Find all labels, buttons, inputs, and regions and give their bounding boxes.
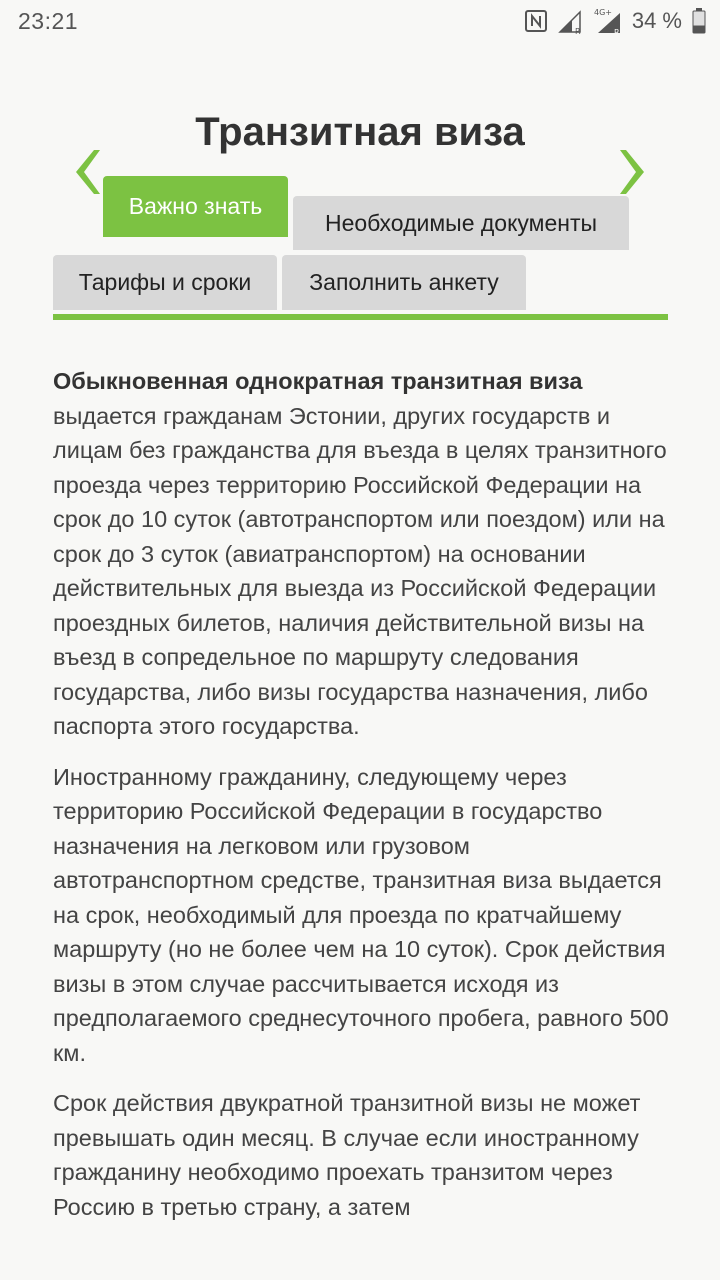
- battery-icon: [692, 8, 706, 34]
- tab-divider: [53, 314, 668, 320]
- chevron-right-icon[interactable]: [618, 148, 652, 196]
- status-time: 23:21: [18, 8, 79, 34]
- svg-text:R: R: [613, 28, 620, 35]
- article-content: [53, 364, 673, 1240]
- signal-4g-r-icon: [594, 7, 624, 35]
- network-label: 4G+: [593, 8, 612, 17]
- paragraph-3: Срок действия двукратной транзитной визы не может превышать один месяц. В случае если иностранному гражданину необходимо проехать транзитом через Россию в третью страну, а затем: [53, 1090, 641, 1220]
- status-bar: [0, 0, 720, 42]
- tab-tariffs-and-terms[interactable]: Тарифы и сроки: [53, 255, 277, 310]
- signal-r-icon: [558, 8, 584, 34]
- paragraph-2: Иностранному гражданину, следующему через территорию Российской Федерации в государство назначения на легковом или грузовом автотранспортном средстве, транзитная виза выдается на срок, необходимый для проезда по кратчайшему маршруту (но не более чем на 10 суток). Срок действия визы в этом случае рассчитывается исходя из предполагаемого среднесуточного пробега, равного 500 км.: [53, 763, 669, 1066]
- tab-fill-form[interactable]: Заполнить анкету: [282, 255, 526, 310]
- paragraph-1-text: выдается гражданам Эстонии, других государств и лицам без гражданства для въезда в целях транзитного проезда через территорию Российской Федерации на срок до 10 суток (автотранспортом или поездом) или на срок до 3 суток (авиатранспортом) на основании действительных для выезда из Российской Федерации проездных билетов, наличия действительной визы на въезд в сопредельное по маршруту следования государства, либо визы государства назначения, либо паспорта этого государства.: [53, 402, 667, 739]
- nfc-icon: [524, 9, 548, 33]
- status-icons: [514, 6, 706, 36]
- tab-important-to-know[interactable]: Важно знать: [103, 176, 288, 237]
- page-title: Транзитная виза: [195, 110, 525, 154]
- battery-percent: 34 %: [631, 8, 682, 33]
- chevron-left-icon[interactable]: [68, 148, 102, 196]
- svg-text:R: R: [574, 27, 581, 34]
- tab-required-documents[interactable]: Необходимые документы: [293, 196, 629, 250]
- paragraph-1-bold: Обыкновенная однократная транзитная виза: [53, 368, 583, 394]
- paragraph-1: [53, 364, 673, 744]
